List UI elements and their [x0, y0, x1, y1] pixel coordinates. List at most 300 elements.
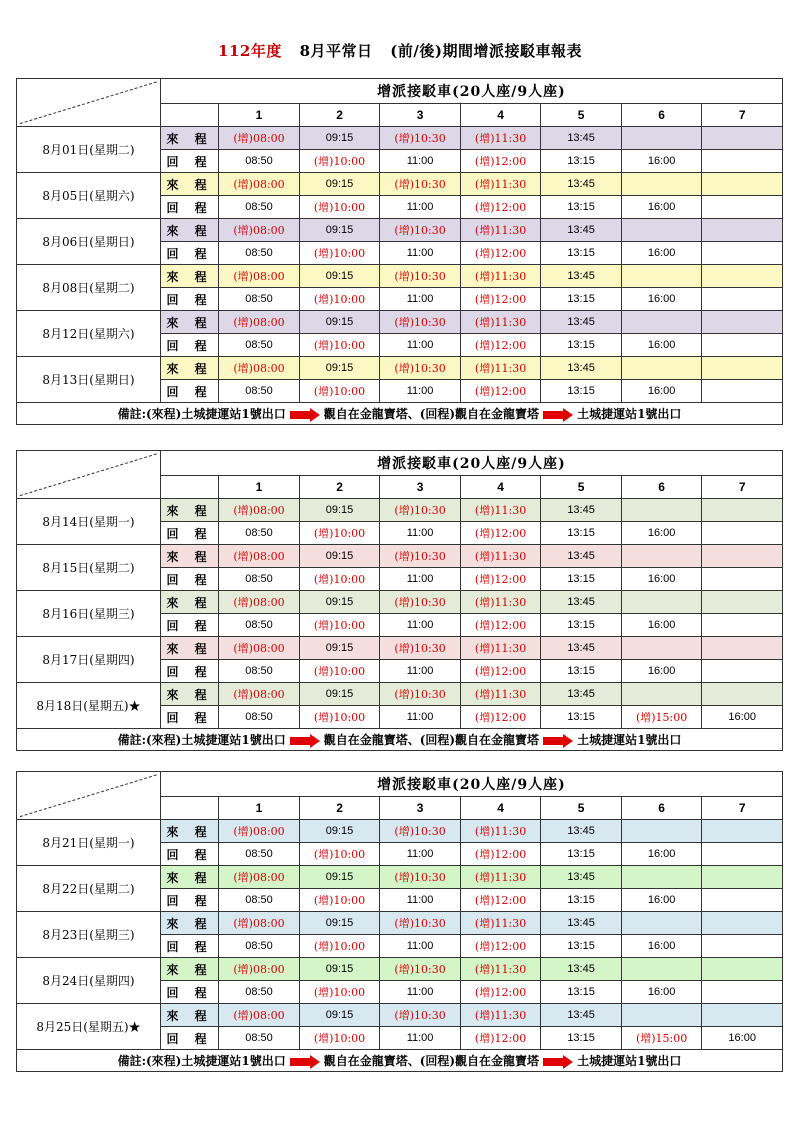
time-cell: 16:00 [621, 150, 702, 173]
column-number: 1 [219, 476, 300, 499]
time-cell [702, 499, 783, 522]
date-cell: 8月21日(星期一) [17, 820, 161, 866]
diagonal-line-icon [17, 451, 160, 498]
title-month: 8月平常日 [299, 42, 373, 60]
table-row [17, 591, 783, 614]
date-cell: 8月12日(星期六) [17, 311, 161, 357]
time-cell: (增)12:00 [460, 196, 541, 219]
time-cell [621, 311, 702, 334]
date-cell: 8月01日(星期二) [17, 127, 161, 173]
time-cell: 09:15 [299, 499, 380, 522]
time-cell: (增)08:00 [219, 219, 300, 242]
time-cell: 09:15 [299, 311, 380, 334]
return-label: 回 程 [160, 843, 218, 866]
table-banner: 增派接駁車(20人座/9人座) [160, 451, 782, 476]
time-cell [702, 912, 783, 935]
column-number: 3 [380, 104, 461, 127]
column-number: 3 [380, 476, 461, 499]
time-cell: (增)10:30 [380, 127, 461, 150]
time-cell [702, 660, 783, 683]
time-cell [702, 866, 783, 889]
time-cell: 09:15 [299, 591, 380, 614]
time-cell [702, 127, 783, 150]
column-number: 7 [702, 476, 783, 499]
time-cell: (增)10:30 [380, 173, 461, 196]
corner-diagonal-cell [17, 772, 161, 820]
corner-diagonal-cell [17, 451, 161, 499]
time-cell: 13:45 [541, 127, 622, 150]
time-cell [621, 265, 702, 288]
column-number: 6 [621, 104, 702, 127]
time-cell [621, 866, 702, 889]
remark-outbound: 備註:(來程)土城捷運站1號出口 [117, 407, 286, 421]
column-number: 4 [460, 476, 541, 499]
time-cell: 13:15 [541, 843, 622, 866]
column-number: 4 [460, 104, 541, 127]
column-number: 7 [702, 104, 783, 127]
time-cell: 13:45 [541, 866, 622, 889]
column-number: 5 [541, 476, 622, 499]
report-title [0, 40, 800, 61]
time-cell [621, 499, 702, 522]
return-label: 回 程 [160, 242, 218, 265]
remark-middle: 觀自在金龍寶塔、(回程)觀自在金龍寶塔 [323, 1054, 540, 1068]
date-cell: 8月14日(星期一) [17, 499, 161, 545]
time-cell: 11:00 [380, 889, 461, 912]
time-cell: 13:45 [541, 265, 622, 288]
time-cell [702, 288, 783, 311]
time-cell: (增)08:00 [219, 1004, 300, 1027]
column-number: 7 [702, 797, 783, 820]
remark-return: 土城捷運站1號出口 [577, 407, 682, 421]
table-row [17, 866, 783, 889]
time-cell: (增)12:00 [460, 843, 541, 866]
table-row [17, 311, 783, 334]
time-cell: (增)12:00 [460, 981, 541, 1004]
time-cell: 11:00 [380, 380, 461, 403]
time-cell [621, 958, 702, 981]
time-cell [621, 683, 702, 706]
column-number: 2 [299, 797, 380, 820]
time-cell: 09:15 [299, 820, 380, 843]
return-label: 回 程 [160, 288, 218, 311]
time-cell: 13:15 [541, 660, 622, 683]
time-cell: 11:00 [380, 935, 461, 958]
time-cell: (增)10:00 [299, 935, 380, 958]
arrow-right-icon [290, 1055, 320, 1069]
time-cell: 08:50 [219, 935, 300, 958]
time-cell: 09:15 [299, 357, 380, 380]
time-cell: 11:00 [380, 334, 461, 357]
return-label: 回 程 [160, 935, 218, 958]
time-cell: (增)12:00 [460, 614, 541, 637]
date-cell: 8月16日(星期三) [17, 591, 161, 637]
time-cell [702, 522, 783, 545]
time-cell [702, 265, 783, 288]
time-cell: 08:50 [219, 196, 300, 219]
time-cell: (增)11:30 [460, 265, 541, 288]
table-row [17, 499, 783, 522]
time-cell: (增)12:00 [460, 334, 541, 357]
table-row [17, 265, 783, 288]
time-cell: 13:15 [541, 380, 622, 403]
return-label: 回 程 [160, 981, 218, 1004]
table-banner: 增派接駁車(20人座/9人座) [160, 79, 782, 104]
table-row [17, 173, 783, 196]
time-cell [702, 591, 783, 614]
time-cell: (增)10:00 [299, 380, 380, 403]
date-cell: 8月17日(星期四) [17, 637, 161, 683]
time-cell: (增)10:30 [380, 958, 461, 981]
column-number: 1 [219, 104, 300, 127]
time-cell: 09:15 [299, 1004, 380, 1027]
remark-return: 土城捷運站1號出口 [577, 733, 682, 747]
time-cell: 08:50 [219, 706, 300, 729]
time-cell: (增)08:00 [219, 127, 300, 150]
remark-outbound: 備註:(來程)土城捷運站1號出口 [117, 733, 286, 747]
time-cell: (增)10:30 [380, 357, 461, 380]
time-cell: 11:00 [380, 242, 461, 265]
time-cell: (增)08:00 [219, 866, 300, 889]
time-cell [702, 958, 783, 981]
table-row [17, 127, 783, 150]
time-cell: (增)12:00 [460, 568, 541, 591]
time-cell: (增)11:30 [460, 1004, 541, 1027]
date-cell: 8月05日(星期六) [17, 173, 161, 219]
time-cell [702, 683, 783, 706]
outbound-label: 來 程 [160, 912, 218, 935]
time-cell: 16:00 [702, 706, 783, 729]
time-cell [702, 637, 783, 660]
time-cell [702, 843, 783, 866]
time-cell: (增)11:30 [460, 591, 541, 614]
time-cell: (增)10:30 [380, 311, 461, 334]
time-cell: (增)11:30 [460, 311, 541, 334]
schedule-table [16, 450, 783, 751]
remark-outbound: 備註:(來程)土城捷運站1號出口 [117, 1054, 286, 1068]
time-cell [702, 380, 783, 403]
time-cell: (增)10:30 [380, 683, 461, 706]
time-cell: 08:50 [219, 334, 300, 357]
time-cell: (增)12:00 [460, 242, 541, 265]
time-cell: (增)10:30 [380, 265, 461, 288]
time-cell: (增)10:30 [380, 545, 461, 568]
date-cell: 8月24日(星期四) [17, 958, 161, 1004]
date-cell: 8月13日(星期日) [17, 357, 161, 403]
time-cell: (增)12:00 [460, 522, 541, 545]
time-cell: (增)10:30 [380, 1004, 461, 1027]
time-cell [702, 219, 783, 242]
time-cell [702, 311, 783, 334]
time-cell: 16:00 [621, 334, 702, 357]
time-cell: 16:00 [621, 288, 702, 311]
outbound-label: 來 程 [160, 545, 218, 568]
time-cell: 13:45 [541, 357, 622, 380]
arrow-right-icon [543, 408, 573, 422]
time-cell: 09:15 [299, 219, 380, 242]
time-cell: 13:15 [541, 334, 622, 357]
time-cell: (增)11:30 [460, 958, 541, 981]
time-cell: 13:45 [541, 591, 622, 614]
time-cell [621, 591, 702, 614]
time-cell [702, 357, 783, 380]
outbound-label: 來 程 [160, 173, 218, 196]
time-cell [702, 196, 783, 219]
remark-middle: 觀自在金龍寶塔、(回程)觀自在金龍寶塔 [323, 733, 540, 747]
time-cell: (增)11:30 [460, 866, 541, 889]
time-cell: 08:50 [219, 380, 300, 403]
header-blank-cell [160, 797, 218, 820]
time-cell: (增)12:00 [460, 288, 541, 311]
time-cell: 13:15 [541, 288, 622, 311]
time-cell: (增)10:00 [299, 1027, 380, 1050]
schedule-table [16, 771, 783, 1072]
time-cell: (增)10:00 [299, 706, 380, 729]
return-label: 回 程 [160, 196, 218, 219]
table-row [17, 357, 783, 380]
table-row [17, 545, 783, 568]
time-cell: (增)15:00 [621, 1027, 702, 1050]
time-cell: 09:15 [299, 127, 380, 150]
time-cell: (增)10:30 [380, 866, 461, 889]
time-cell: (增)08:00 [219, 311, 300, 334]
outbound-label: 來 程 [160, 1004, 218, 1027]
date-cell: 8月15日(星期二) [17, 545, 161, 591]
column-number: 6 [621, 476, 702, 499]
arrow-right-icon [290, 408, 320, 422]
outbound-label: 來 程 [160, 499, 218, 522]
time-cell: (增)10:30 [380, 912, 461, 935]
time-cell: (增)10:00 [299, 843, 380, 866]
outbound-label: 來 程 [160, 357, 218, 380]
return-label: 回 程 [160, 334, 218, 357]
time-cell: 16:00 [621, 935, 702, 958]
time-cell: (增)12:00 [460, 935, 541, 958]
time-cell [702, 1004, 783, 1027]
time-cell: (增)08:00 [219, 683, 300, 706]
time-cell: 08:50 [219, 1027, 300, 1050]
time-cell: 13:45 [541, 311, 622, 334]
return-label: 回 程 [160, 614, 218, 637]
time-cell: 11:00 [380, 150, 461, 173]
time-cell: 09:15 [299, 958, 380, 981]
time-cell: 09:15 [299, 265, 380, 288]
time-cell: (增)12:00 [460, 1027, 541, 1050]
time-cell: (增)11:30 [460, 173, 541, 196]
return-label: 回 程 [160, 889, 218, 912]
time-cell: (增)08:00 [219, 173, 300, 196]
time-cell: 13:45 [541, 912, 622, 935]
time-cell: 11:00 [380, 522, 461, 545]
outbound-label: 來 程 [160, 311, 218, 334]
time-cell [621, 219, 702, 242]
column-number: 1 [219, 797, 300, 820]
time-cell: 11:00 [380, 614, 461, 637]
time-cell: 13:15 [541, 242, 622, 265]
arrow-right-icon [290, 734, 320, 748]
time-cell: (增)08:00 [219, 958, 300, 981]
time-cell: 13:45 [541, 820, 622, 843]
time-cell [702, 242, 783, 265]
time-cell: 11:00 [380, 288, 461, 311]
remark-middle: 觀自在金龍寶塔、(回程)觀自在金龍寶塔 [323, 407, 540, 421]
time-cell: 09:15 [299, 683, 380, 706]
time-cell: (增)10:00 [299, 522, 380, 545]
column-number: 4 [460, 797, 541, 820]
time-cell: 13:15 [541, 196, 622, 219]
time-cell: (增)11:30 [460, 637, 541, 660]
time-cell: 16:00 [702, 1027, 783, 1050]
time-cell [702, 150, 783, 173]
remark-return: 土城捷運站1號出口 [577, 1054, 682, 1068]
date-cell: 8月08日(星期二) [17, 265, 161, 311]
time-cell: (增)10:30 [380, 591, 461, 614]
time-cell: (增)11:30 [460, 683, 541, 706]
schedule-table [16, 78, 783, 425]
time-cell: (增)11:30 [460, 912, 541, 935]
time-cell: 13:15 [541, 614, 622, 637]
time-cell [621, 127, 702, 150]
table-row [17, 958, 783, 981]
return-label: 回 程 [160, 568, 218, 591]
remarks-row [17, 1050, 783, 1072]
time-cell: (增)12:00 [460, 706, 541, 729]
return-label: 回 程 [160, 706, 218, 729]
table-row [17, 683, 783, 706]
time-cell [702, 173, 783, 196]
time-cell [621, 357, 702, 380]
column-number: 2 [299, 104, 380, 127]
time-cell: (增)12:00 [460, 150, 541, 173]
header-blank-cell [160, 476, 218, 499]
time-cell: (增)10:30 [380, 219, 461, 242]
time-cell: 16:00 [621, 981, 702, 1004]
time-cell: 13:15 [541, 522, 622, 545]
time-cell: 13:45 [541, 499, 622, 522]
time-cell: 13:45 [541, 637, 622, 660]
time-cell: 08:50 [219, 150, 300, 173]
time-cell: (增)10:00 [299, 889, 380, 912]
time-cell: (增)10:00 [299, 334, 380, 357]
return-label: 回 程 [160, 660, 218, 683]
time-cell: 13:45 [541, 683, 622, 706]
column-number: 5 [541, 104, 622, 127]
remarks-row [17, 729, 783, 751]
time-cell: 11:00 [380, 660, 461, 683]
time-cell: 16:00 [621, 889, 702, 912]
column-number: 5 [541, 797, 622, 820]
table-row [17, 637, 783, 660]
time-cell: 09:15 [299, 866, 380, 889]
title-rest: (前/後)期間增派接駁車報表 [390, 42, 582, 60]
time-cell: 13:15 [541, 568, 622, 591]
time-cell: 11:00 [380, 1027, 461, 1050]
time-cell: (增)12:00 [460, 380, 541, 403]
arrow-right-icon [543, 1055, 573, 1069]
date-cell: 8月22日(星期二) [17, 866, 161, 912]
time-cell: 08:50 [219, 522, 300, 545]
outbound-label: 來 程 [160, 866, 218, 889]
time-cell [702, 935, 783, 958]
time-cell: (增)12:00 [460, 889, 541, 912]
outbound-label: 來 程 [160, 591, 218, 614]
time-cell: 08:50 [219, 660, 300, 683]
date-cell: 8月18日(星期五)★ [17, 683, 161, 729]
time-cell: (增)10:00 [299, 614, 380, 637]
column-number: 3 [380, 797, 461, 820]
time-cell: (增)10:00 [299, 288, 380, 311]
time-cell [621, 545, 702, 568]
corner-diagonal-cell [17, 79, 161, 127]
return-label: 回 程 [160, 1027, 218, 1050]
time-cell: (增)10:00 [299, 196, 380, 219]
outbound-label: 來 程 [160, 265, 218, 288]
time-cell: (增)08:00 [219, 265, 300, 288]
time-cell [702, 545, 783, 568]
time-cell: 11:00 [380, 981, 461, 1004]
outbound-label: 來 程 [160, 127, 218, 150]
time-cell: 08:50 [219, 288, 300, 311]
time-cell: (增)08:00 [219, 637, 300, 660]
return-label: 回 程 [160, 380, 218, 403]
outbound-label: 來 程 [160, 637, 218, 660]
time-cell: 08:50 [219, 981, 300, 1004]
table-row [17, 820, 783, 843]
header-blank-cell [160, 104, 218, 127]
table-row [17, 1004, 783, 1027]
time-cell: (增)11:30 [460, 545, 541, 568]
time-cell: 16:00 [621, 380, 702, 403]
time-cell: 13:15 [541, 1027, 622, 1050]
time-cell: (增)11:30 [460, 820, 541, 843]
time-cell: (增)08:00 [219, 545, 300, 568]
time-cell [621, 820, 702, 843]
outbound-label: 來 程 [160, 683, 218, 706]
time-cell: (增)10:30 [380, 820, 461, 843]
time-cell [702, 614, 783, 637]
time-cell: 16:00 [621, 522, 702, 545]
time-cell: (增)08:00 [219, 357, 300, 380]
time-cell: (增)10:00 [299, 568, 380, 591]
time-cell: 11:00 [380, 568, 461, 591]
time-cell: 13:15 [541, 981, 622, 1004]
time-cell: 16:00 [621, 568, 702, 591]
time-cell [621, 912, 702, 935]
outbound-label: 來 程 [160, 820, 218, 843]
time-cell: 16:00 [621, 843, 702, 866]
time-cell: 08:50 [219, 242, 300, 265]
time-cell: (增)08:00 [219, 591, 300, 614]
diagonal-line-icon [17, 772, 160, 819]
time-cell: 16:00 [621, 242, 702, 265]
time-cell: 09:15 [299, 637, 380, 660]
date-cell: 8月23日(星期三) [17, 912, 161, 958]
time-cell: 13:15 [541, 889, 622, 912]
time-cell: (增)10:30 [380, 637, 461, 660]
time-cell: 13:15 [541, 150, 622, 173]
time-cell: (增)08:00 [219, 820, 300, 843]
time-cell: (增)10:00 [299, 660, 380, 683]
time-cell: 08:50 [219, 889, 300, 912]
time-cell [702, 334, 783, 357]
title-year: 112年度 [218, 42, 282, 60]
time-cell: 13:45 [541, 219, 622, 242]
time-cell: (增)10:00 [299, 242, 380, 265]
time-cell: 16:00 [621, 660, 702, 683]
time-cell: (增)08:00 [219, 499, 300, 522]
time-cell: (增)10:30 [380, 499, 461, 522]
time-cell: 08:50 [219, 568, 300, 591]
